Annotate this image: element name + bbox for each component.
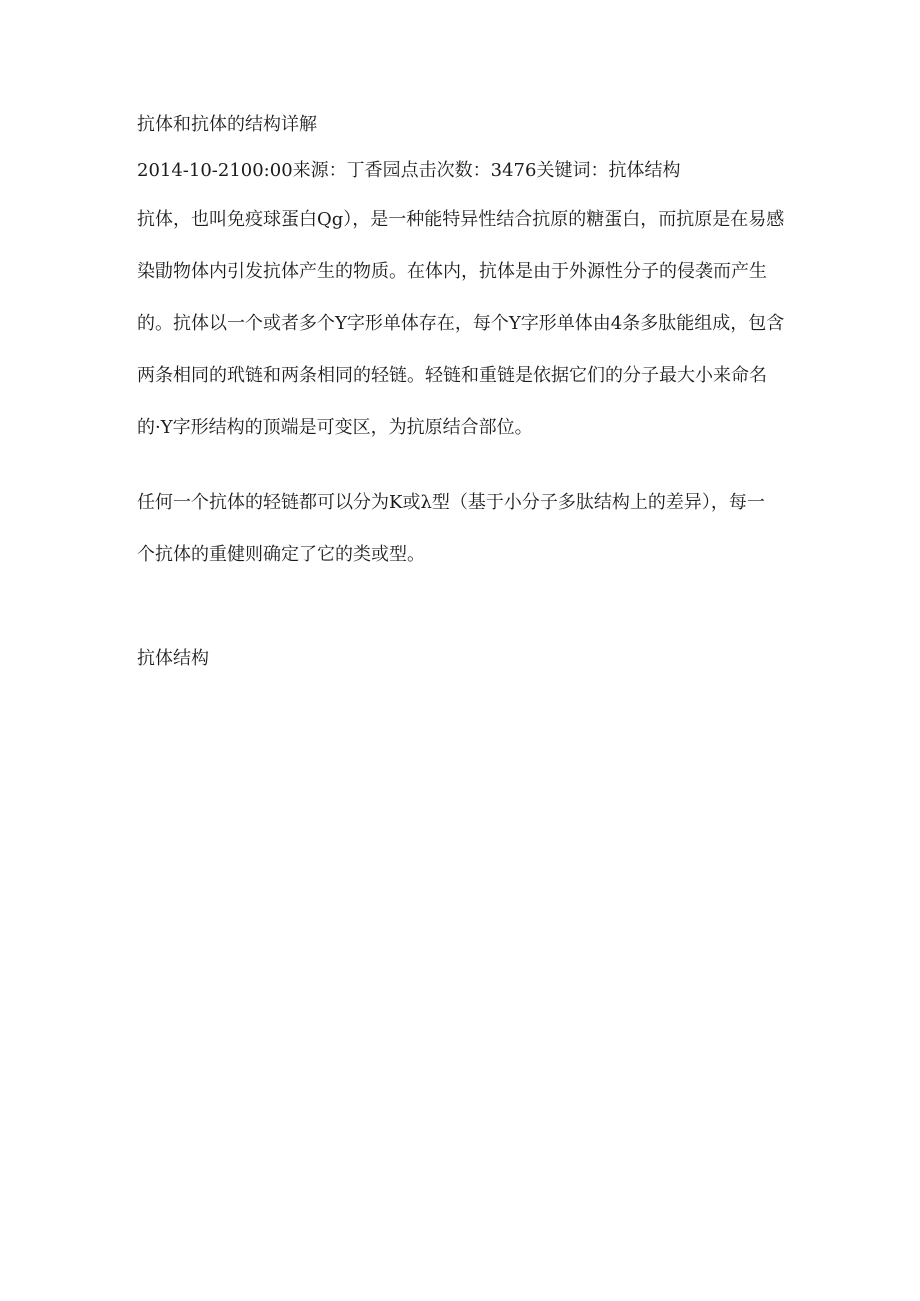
document-title: 抗体和抗体的结构详解	[137, 114, 317, 135]
section-subheading: 抗体结构	[137, 648, 209, 669]
paragraph-intro	[137, 207, 787, 467]
paragraph-line: 个抗体的重健则确定了它的类或型。	[137, 544, 425, 565]
paragraph-line: 抗体，也叫免疫球蛋白Qg），是一种能特异性结合抗原的糖蛋白，而抗原是在易感	[137, 209, 785, 230]
paragraph-line: 任何一个抗体的轻链都可以分为K或λ型（基于小分子多肽结构上的差异），每一	[137, 492, 765, 513]
paragraph-line: 的。抗体以一个或者多个Y字形单体存在，每个Y字形单体由4条多肽能组成，包含	[137, 313, 785, 334]
article-meta: 2014-10-2100:00来源：丁香园点击次数：3476关键词：抗体结构	[137, 160, 681, 181]
paragraph-line: 染勖物体内引发抗体产生的物质。在体内，抗体是由于外源性分子的侵袭而产生	[137, 261, 767, 282]
paragraph-light-chain	[137, 490, 787, 594]
paragraph-line: 的·Y字形结构的顶端是可变区，为抗原结合部位。	[137, 417, 533, 438]
paragraph-line: 两条相同的玳链和两条相同的轻链。轻链和重链是依据它们的分子最大小来命名	[137, 365, 767, 386]
